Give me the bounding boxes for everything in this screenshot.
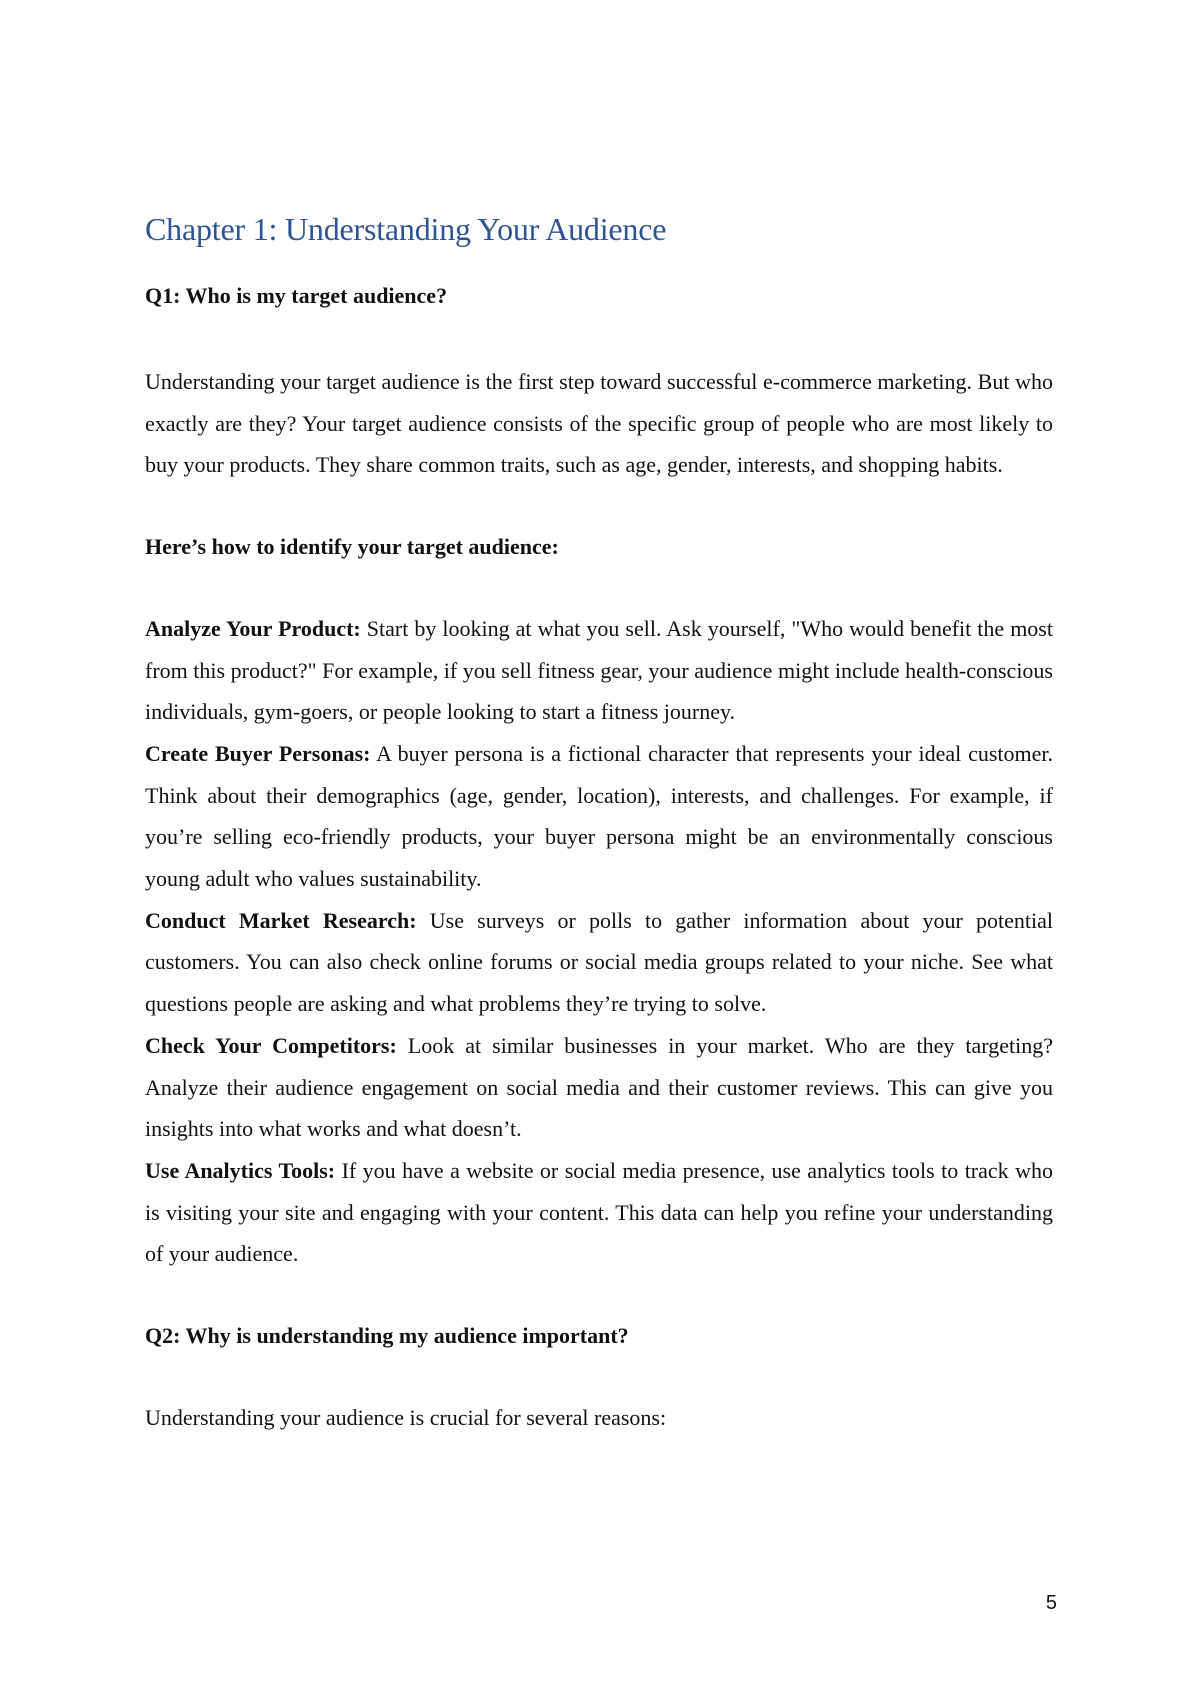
item-text: Start by looking at what you sell. Ask yourself, "Who would benefit the most from this product?" For example, if you sell fitness gear, your audience might include health-conscious individuals, gym-goers, or people looking to start a fitness journey.	[145, 615, 1053, 725]
item-analyze-product	[145, 608, 1053, 733]
item-text: If you have a website or social media presence, use analytics tools to track who is visiting your site and engaging with your content. This data can help you refine your understanding of your audience.	[145, 1157, 1053, 1267]
item-text: Look at similar businesses in your market. Who are they targeting? Analyze their audience engagement on social media and their customer reviews. This can give you insights into what works and what doesn’t.	[145, 1032, 1053, 1142]
item-term: Check Your Competitors:	[145, 1032, 397, 1058]
item-market-research	[145, 900, 1053, 1025]
q1-subheading: Here’s how to identify your target audience:	[145, 534, 559, 560]
spacer	[145, 1275, 1053, 1315]
page-content	[145, 205, 1053, 1438]
item-text: Use surveys or polls to gather information about your potential customers. You can also check online forums or social media groups related to your niche. See what questions people are asking and what problems they’re trying to solve.	[145, 907, 1054, 1017]
chapter-title: Chapter 1: Understanding Your Audience	[145, 211, 667, 247]
item-term: Use Analytics Tools:	[145, 1157, 336, 1183]
spacer	[145, 313, 1053, 361]
item-text: A buyer persona is a fictional character that represents your ideal customer. Think about their demographics (age, gender, location), interests, and challenges. For example, if you’re selling eco-friendly products, your buyer persona might be an environmentally conscious young adult who values sustainability.	[145, 740, 1053, 892]
spacer	[145, 568, 1053, 608]
item-buyer-personas	[145, 733, 1053, 900]
item-term: Analyze Your Product:	[145, 615, 361, 641]
spacer	[145, 1357, 1053, 1397]
q2-intro-paragraph: Understanding your audience is crucial for several reasons:	[145, 1404, 667, 1430]
item-term: Create Buyer Personas:	[145, 740, 371, 766]
spacer	[145, 486, 1053, 526]
item-competitors	[145, 1025, 1053, 1150]
item-analytics-tools	[145, 1150, 1053, 1275]
q2-question: Q2: Why is understanding my audience important?	[145, 1323, 629, 1349]
q1-question: Q1: Who is my target audience?	[145, 283, 448, 308]
item-term: Conduct Market Research:	[145, 907, 417, 933]
q1-intro-paragraph: Understanding your target audience is the first step toward successful e-commerce marketing. But who exactly are they? Your target audience consists of the specific group of people who are most likely to buy your products. They share common traits, such as age, gender, interests, and shopping habits.	[145, 369, 1053, 478]
page-number: 5	[1045, 1592, 1057, 1614]
